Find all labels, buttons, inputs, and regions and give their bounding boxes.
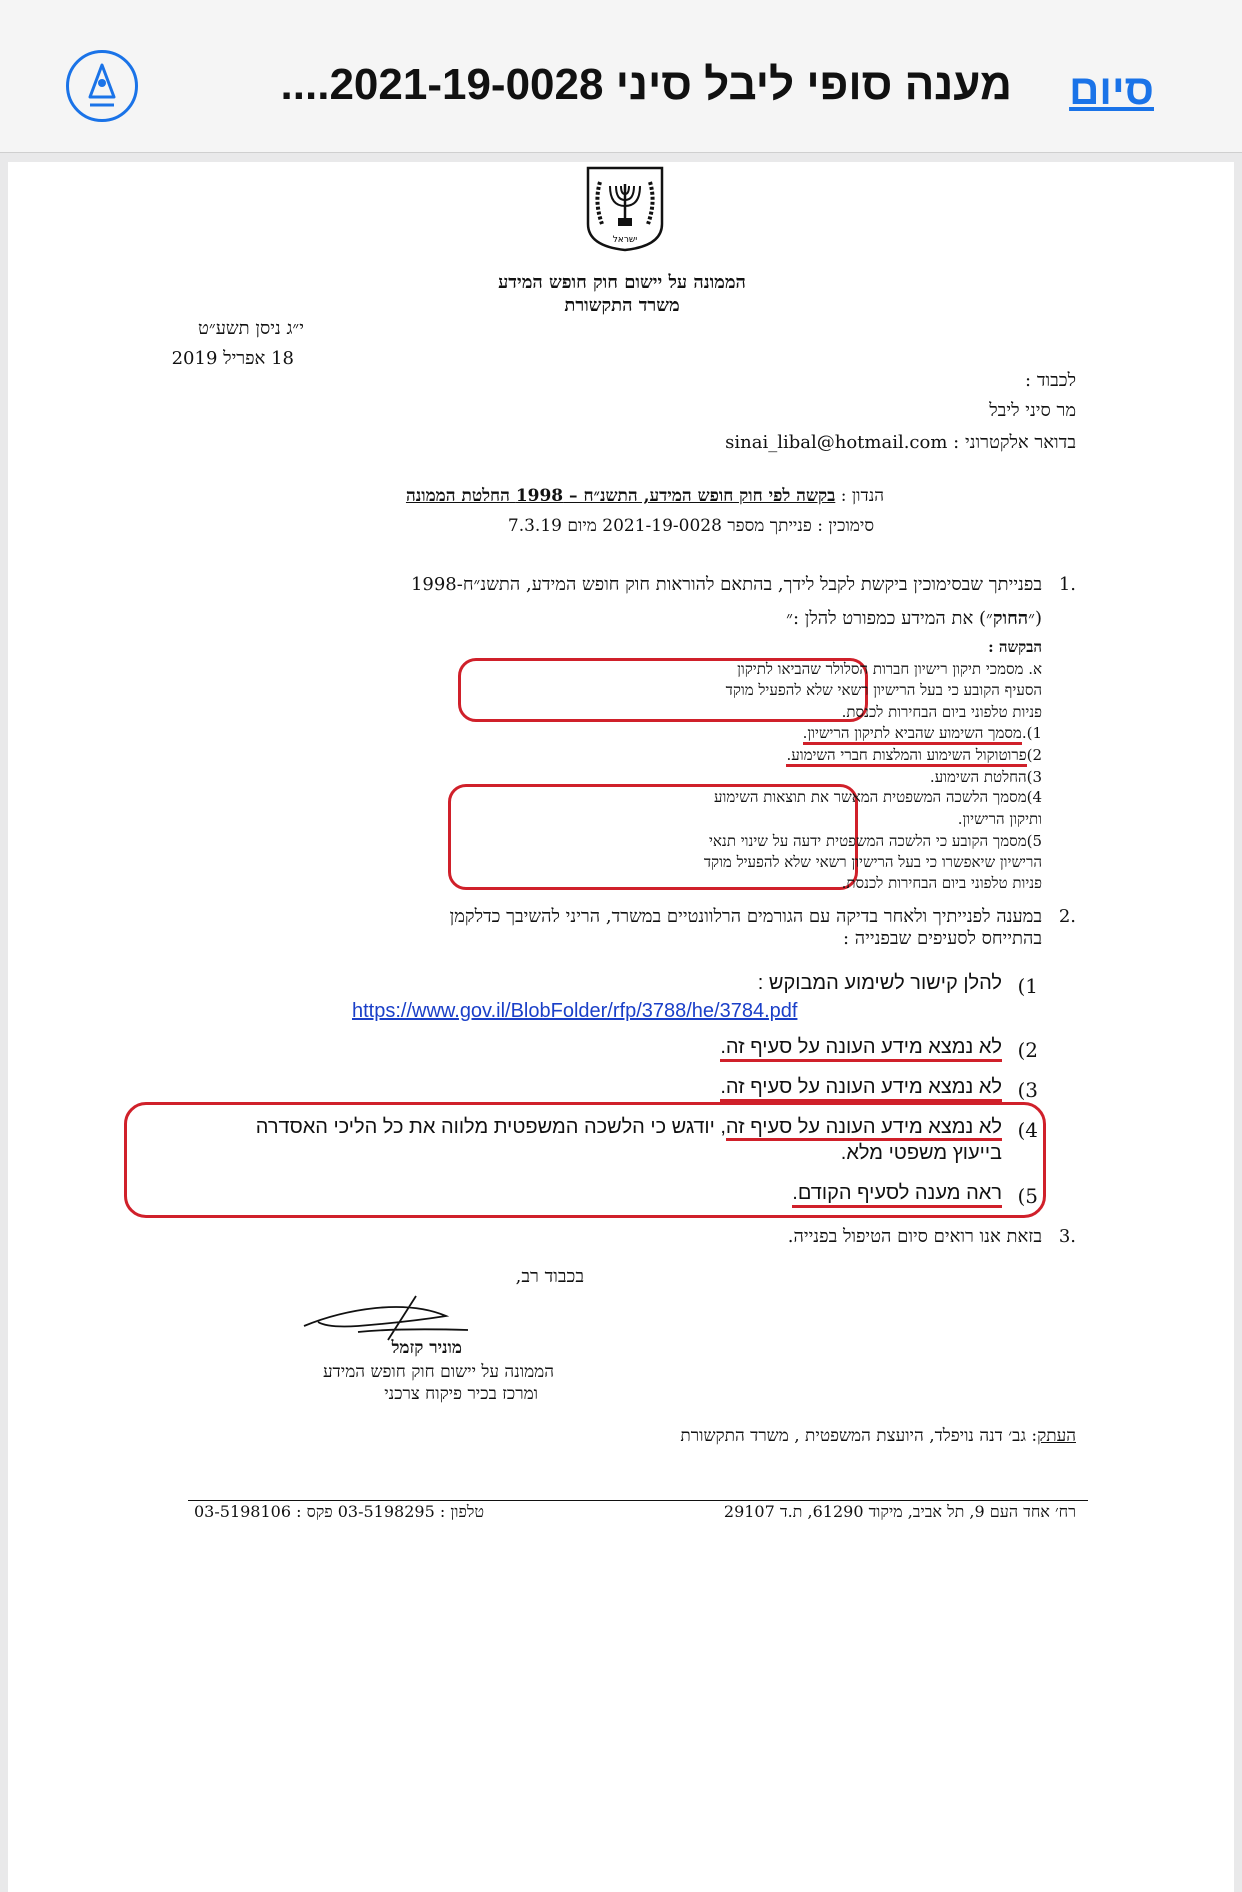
request-2 [786,746,1042,765]
para1-line1: בפנייתך שבסימוכין ביקשת לקבל לידך, בהתאם להוראות חוק חופש המידע, התשנ״ח-1998 [410,574,1042,595]
closing: בכבוד רב, [515,1266,584,1287]
subject-line [406,486,884,506]
markup-pen-button[interactable] [66,50,138,122]
para2-line1: במענה לפנייתיך ולאחר בדיקה עם הגורמים הרלוונטיים במשרד, הריני להשיבך כדלקמן [449,906,1042,927]
footer-phone: טלפון : 03-5198295 פקס : 03-5198106 [194,1502,485,1521]
document-page [8,162,1234,1892]
hearing-document-link[interactable]: https://www.gov.il/BlobFolder/rfp/3788/he/3784.pdf [352,1000,798,1022]
request-1-text: מסמך השימוע שהביא לתיקון הרישיון. [803,724,1022,745]
para1-line2-rest: ״) את המידע כמפורט להלן :״ [786,608,993,629]
request-5-line1: 5)מסמך הקובע כי הלשכה המשפטית ידעה על שינוי תנאי [709,832,1042,850]
request-3: 3)החלטת השימוע. [929,768,1042,786]
request-4-line1: 4)מסמך הלשכה המשפטית המאשר את תוצאות השימוע [714,788,1042,806]
request-5-line3: פניות טלפוני ביום הבחירות לכנסת. [841,874,1042,892]
org-line2: משרד התקשורת [564,295,680,316]
request-a-line2: הסעיף הקובע כי בעל הרישיון רשאי שלא להפעיל מוקד [725,681,1042,699]
date-gregorian: 18 אפריל 2019 [171,348,294,369]
answer-3-num: 3) [1017,1078,1038,1102]
signer-title1: הממונה על יישום חוק חופש המידע [322,1362,554,1382]
date-hebrew: י״ג ניסן תשע״ט [198,318,304,339]
answer-5-num: 5) [1017,1184,1038,1208]
document-title: מענה סופי ליבל סיני 2021-19-0028.... [280,60,1012,109]
signer-name: מוניר קזמל [391,1338,462,1358]
law-term: החוק [992,608,1029,629]
answer-2-text: לא נמצא מידע העונה על סעיף זה. [720,1036,1002,1062]
cc-text: : גב׳ דנה נויפלד, היועצת המשפטית , משרד התקשורת [680,1426,1038,1446]
para3-number: .3 [1058,1226,1076,1247]
request-label: הבקשה : [988,638,1042,656]
answer-4-underlined: לא נמצא מידע העונה על סעיף זה [726,1116,1002,1141]
request-a-line1: א. מסמכי תיקון רישיון חברות הסלולר שהביאו לתיקון [737,660,1042,678]
svg-text:ישראל: ישראל [612,235,638,245]
para1-number: .1 [1058,574,1076,595]
answer-1-num: 1) [1017,974,1038,998]
answer-5-text: ראה מענה לסעיף הקודם. [792,1182,1002,1208]
request-2-num: 2) [1026,746,1042,764]
answer-4-line1 [256,1116,1002,1139]
email-line [725,432,1076,453]
para1-line2 [786,608,1042,629]
top-toolbar [0,14,1242,153]
para2-number: .2 [1058,906,1076,927]
answer-3-text: לא נמצא מידע העונה על סעיף זה. [720,1076,1002,1102]
status-bar [0,0,1242,14]
request-2-text: פרוטוקול השימוע והמלצות חברי השימוע. [786,746,1026,767]
signer-title2: ומרכז בכיר פיקוח צרכני [384,1384,538,1404]
recipient-name: מר סיני ליבל [989,400,1076,421]
recipient-email: sinai_libal@hotmail.com [725,432,948,453]
state-emblem-icon [580,162,670,252]
answer-4-rest: , יודגש כי הלשכה המשפטית מלווה את כל הליכי האסדרה [255,1116,726,1138]
request-4-line2: ותיקון הרישיון. [957,810,1042,828]
cc-line [680,1426,1076,1446]
cc-label: העתק [1037,1426,1076,1446]
quote-open: (״ [1028,608,1042,629]
footer-divider [188,1500,1088,1501]
reference-line: סימוכין : פנייתך מספר 2021-19-0028 מיום 7.3.19 [507,516,874,536]
request-a-line3: פניות טלפוני ביום הבחירות לכנסת. [841,703,1042,721]
request-1 [803,724,1042,743]
to-label: לכבוד : [1025,370,1076,391]
footer-address: רח׳ אחד העם 9, תל אביב, מיקוד 61290, ת.ד 29107 [723,1502,1076,1521]
request-5-line2: הרישיון שיאפשרו כי בעל הרישיון רשאי שלא להפעיל מוקד [703,853,1042,871]
org-line1: הממונה על יישום חוק חופש המידע [498,272,746,293]
subject-label: הנדון : [840,486,884,506]
answer-1-text: להלן קישור לשימוע המבוקש : [757,972,1002,994]
subject-text: בקשה לפי חוק חופש המידע, התשנ״ח – 1998 החלטת הממונה [405,486,836,506]
answer-4-line2: בייעוץ משפטי מלא. [840,1142,1002,1164]
answer-4-num: 4) [1017,1118,1038,1142]
done-button[interactable]: סיום [1069,66,1154,113]
para3-text: בזאת אנו רואים סיום הטיפול בפנייה. [787,1226,1042,1247]
request-1-num: 1). [1021,724,1042,742]
pen-tip-icon [69,53,135,119]
para2-line2: בהתייחס לסעיפים שבפנייה : [842,928,1042,949]
email-label: בדואר אלקטרוני : [953,432,1076,453]
answer-2-num: 2) [1017,1038,1038,1062]
